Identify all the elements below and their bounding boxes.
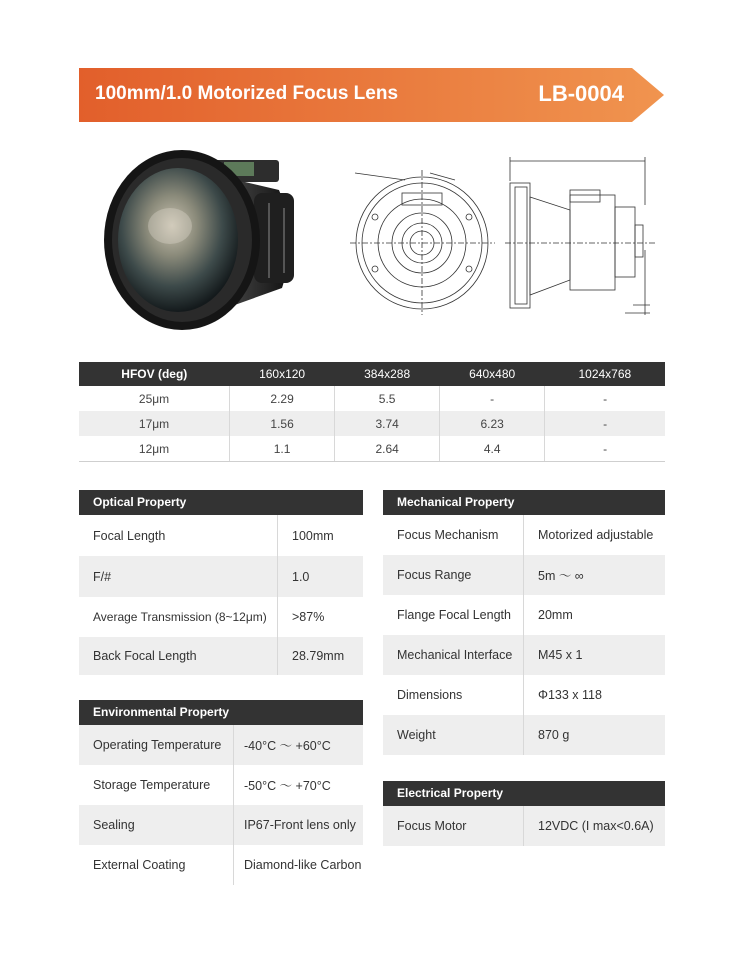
hfov-header: 160x120 [230,362,335,386]
table-row [383,635,665,675]
table-row [79,597,363,637]
property-label: Average Transmission (8~12μm) [79,597,278,637]
property-value: Diamond-like Carbon [244,858,362,872]
hfov-value: - [545,411,665,436]
optical-section-title: Optical Property [79,490,363,515]
hfov-value: 6.23 [440,411,545,436]
table-row [79,556,363,597]
property-label: Mechanical Interface [383,635,524,675]
property-value: 12VDC (I max<0.6A) [524,806,666,846]
technical-drawing [345,155,665,320]
pixel-pitch: 17μm [79,411,230,436]
property-value: 100mm [292,528,334,543]
property-value: 5m ～ ∞ [524,555,666,595]
property-label: F/# [79,556,278,597]
property-label: Flange Focal Length [383,595,524,635]
property-label: Dimensions [383,675,524,715]
table-row [383,555,665,595]
table-row [79,386,665,411]
table-row [79,765,363,805]
hfov-value: 2.64 [335,436,440,462]
product-title: 100mm/1.0 Motorized Focus Lens [95,83,399,104]
hfov-value: 3.74 [335,411,440,436]
table-row [383,515,665,555]
table-row [79,411,665,436]
table-row [383,715,665,755]
table-row [79,515,363,556]
property-value: IP67-Front lens only [234,805,364,845]
hfov-header: 1024x768 [545,362,665,386]
property-label: Weight [383,715,524,755]
hfov-value: 1.1 [230,436,335,462]
hfov-value: 4.4 [440,436,545,462]
hfov-value: - [545,436,665,462]
table-row [383,806,665,846]
table-row [79,436,665,462]
table-row [79,637,363,675]
property-value: M45 x 1 [524,635,666,675]
hfov-value: - [603,391,608,406]
property-value: Motorized adjustable [538,528,654,542]
property-value: 870 g [524,715,666,755]
property-value: 28.79mm [278,637,364,675]
mechanical-table [383,515,665,755]
product-code: LB-0004 [538,81,624,106]
property-label: Back Focal Length [79,637,278,675]
table-row [79,725,363,765]
property-label: Focus Range [383,555,524,595]
pixel-pitch: 25μm [79,386,230,411]
environmental-section-title: Environmental Property [79,700,363,725]
property-label: Focal Length [79,515,278,556]
property-label: External Coating [79,845,234,885]
electrical-table [383,806,665,846]
table-row [79,845,363,885]
hfov-header-row [79,362,665,386]
property-label: Focus Motor [383,806,524,846]
property-value: -40°C ～ +60°C [234,725,364,765]
property-label: Sealing [79,805,234,845]
property-label: Storage Temperature [79,765,234,805]
table-row [383,675,665,715]
pixel-pitch: 12μm [79,436,230,462]
header-banner [79,68,664,122]
property-label: Operating Temperature [79,725,234,765]
property-value: >87% [292,610,325,624]
property-value: 20mm [538,608,573,622]
lens-photo [104,148,304,338]
hfov-header: HFOV (deg) [79,362,230,386]
hfov-value: 2.29 [230,386,335,411]
hfov-value: 5.5 [335,386,440,411]
property-label: Focus Mechanism [383,515,524,555]
hfov-header: 640x480 [440,362,545,386]
table-row [383,595,665,635]
optical-table [79,515,363,675]
hfov-value: - [440,386,545,411]
mechanical-section-title: Mechanical Property [383,490,665,515]
environmental-table [79,725,363,885]
property-value: Φ133 x 118 [538,688,602,702]
property-value: -50°C ～ +70°C [244,779,331,793]
hfov-value: 1.56 [230,411,335,436]
hfov-header: 384x288 [335,362,440,386]
property-value: 1.0 [278,556,364,597]
hfov-table [79,362,665,462]
electrical-section-title: Electrical Property [383,781,665,806]
table-row [79,805,363,845]
